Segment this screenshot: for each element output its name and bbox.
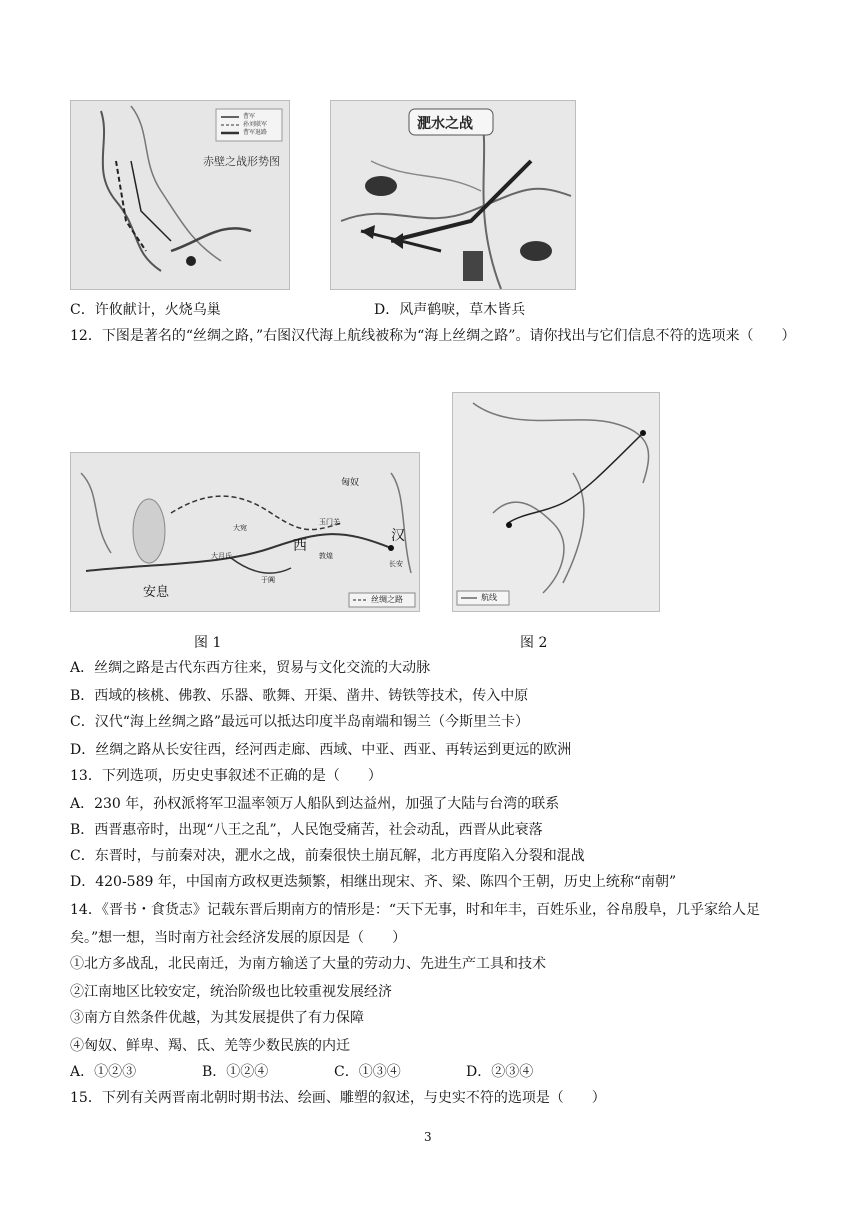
q14-stem: 14．《晋书・食货志》记载东晋后期南方的情形是：“天下无事，时和年丰，百姓乐业，谷帛殷阜，几乎家给人足矣。”想一想，当时南方社会经济发展的原因是（ ） <box>70 902 760 946</box>
q13-stem: 13．下列选项，历史史事叙述不正确的是（ ） <box>70 768 382 784</box>
chibi-legend-3: 曹军退路 <box>243 129 268 136</box>
figure-1-caption: 图 1 <box>194 635 222 651</box>
q12-option-a: A．丝绸之路是古代东西方往来，贸易与文化交流的大动脉 <box>70 660 431 676</box>
q14-option-b: B．①②④ <box>202 1064 269 1080</box>
feishui-map-title: 淝水之战 <box>417 116 473 132</box>
q14-option-d: D．②③④ <box>466 1064 534 1080</box>
q13-option-c: C．东晋时，与前秦对决，淝水之战，前秦很快土崩瓦解，北方再度陷入分裂和混战 <box>70 848 585 864</box>
maritime-route-map <box>452 392 660 612</box>
silk-label-yumenguan: 玉门关 <box>319 518 340 526</box>
q14-statement-4: ④匈奴、鲜卑、羯、氐、羌等少数民族的内迁 <box>70 1038 350 1054</box>
silk-label-dunhuang: 敦煌 <box>319 552 333 560</box>
silk-legend: 丝绸之路 <box>371 595 403 604</box>
q12-option-c: C．汉代“海上丝绸之路”最远可以抵达印度半岛南端和锡兰（今斯里兰卡） <box>70 714 530 730</box>
silk-label-xi: 西 <box>293 538 307 554</box>
q14-option-a: A．①②③ <box>70 1064 137 1080</box>
q11-option-d: D．风声鹤唳，草木皆兵 <box>374 302 526 318</box>
silk-label-xiongnu: 匈奴 <box>341 478 360 488</box>
silk-label-dayuezhi: 大月氏 <box>211 552 232 560</box>
q13-option-a: A．230 年，孙权派将军卫温率领万人船队到达益州，加强了大陆与台湾的联系 <box>70 796 560 812</box>
q13-option-b: B．西晋惠帝时，出现“八王之乱”，人民饱受痛苦，社会动乱，西晋从此衰落 <box>70 822 543 838</box>
chibi-map-title: 赤壁之战形势图 <box>203 155 280 168</box>
q12-option-b: B．西域的核桃、佛教、乐器、歌舞、开渠、凿井、铸铁等技术，传入中原 <box>70 688 529 704</box>
q14-statement-2: ②江南地区比较安定，统治阶级也比较重视发展经济 <box>70 984 392 1000</box>
q14-statement-3: ③南方自然条件优越，为其发展提供了有力保障 <box>70 1010 364 1026</box>
silk-label-anxi: 安息 <box>143 585 170 600</box>
figure-2-caption: 图 2 <box>520 635 548 651</box>
maritime-legend: 航线 <box>481 593 497 602</box>
silk-road-map <box>70 452 420 612</box>
chibi-legend-1: 曹军 <box>243 113 256 120</box>
silk-label-dawan: 大宛 <box>233 524 247 532</box>
chibi-battle-map <box>70 100 290 290</box>
q13-option-d: D．420-589 年，中国南方政权更迭频繁，相继出现宋、齐、梁、陈四个王朝，历史上统称“南朝” <box>70 874 677 890</box>
q11-option-c: C．许攸献计，火烧乌巢 <box>70 302 221 318</box>
silk-label-changan: 长安 <box>389 560 403 568</box>
q12-stem: 12．下图是著名的“丝绸之路，”右图汉代海上航线被称为“海上丝绸之路”。请你找出与它们信息不符的选项来（ ） <box>70 328 796 344</box>
q14-option-c: C．①③④ <box>334 1064 401 1080</box>
chibi-legend-2: 孙刘联军 <box>243 121 268 128</box>
maritime-route-drawing <box>453 393 659 611</box>
page-number: 3 <box>424 1130 432 1144</box>
q14-statement-1: ①北方多战乱，北民南迁，为南方输送了大量的劳动力、先进生产工具和技术 <box>70 956 546 972</box>
q12-option-d: D．丝绸之路从长安往西，经河西走廊、西域、中亚、西亚、再转运到更远的欧洲 <box>70 742 572 758</box>
q15-stem: 15．下列有关两晋南北朝时期书法、绘画、雕塑的叙述，与史实不符的选项是（ ） <box>70 1090 606 1106</box>
silk-label-yutian: 于阗 <box>261 576 275 584</box>
feishui-battle-map <box>330 100 576 290</box>
silk-label-han: 汉 <box>391 528 405 544</box>
